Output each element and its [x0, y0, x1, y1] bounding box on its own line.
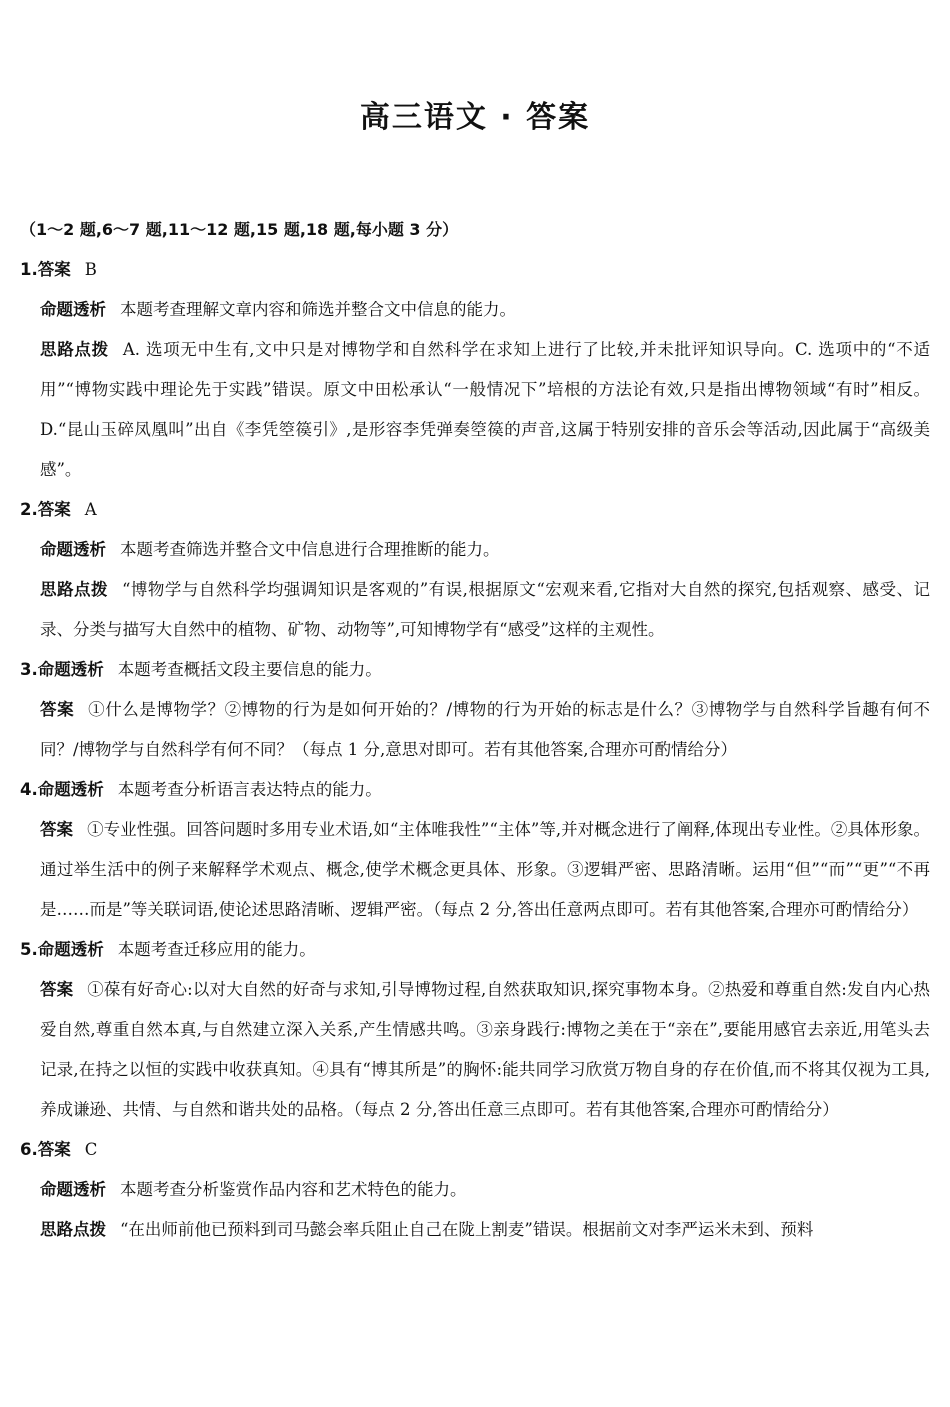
question-6-tips-text: “在出师前他已预料到司马懿会率兵阻止自己在陇上割麦”错误。根据前文对李严运米未到、预料	[120, 1220, 814, 1239]
question-3-answer-text: ①什么是博物学？②博物的行为是如何开始的？/博物的行为开始的标志是什么？③博物学与自然科学旨趣有何不同？/博物学与自然科学有何不同？（每点 1 分,意思对即可。若有其他答案,合理亦可酌情给分）	[40, 700, 931, 759]
question-4-analysis-text: 本题考查分析语言表达特点的能力。	[117, 780, 382, 799]
question-1-tips-text: A. 选项无中生有,文中只是对博物学和自然科学在求知上进行了比较,并未批评知识导向。C. 选项中的“不适用”“博物实践中理论先于实践”错误。原文中田松承认“一般情况下”培根的方法论有效,只是指出博物领域“有时”相反。D.“昆山玉碎凤凰叫”出自《李凭箜篌引》,是形容李凭弹奏箜篌的声音,这属于特别安排的音乐会等活动,因此属于“高级美感”。	[40, 340, 930, 479]
question-2-heading: 2.答案	[20, 500, 71, 519]
question-5-answer-label: 答案	[40, 980, 74, 999]
question-1-tips-label: 思路点拨	[40, 340, 109, 359]
page-title: 高三语文 · 答案	[359, 100, 591, 135]
question-4	[20, 770, 930, 930]
question-1-answer: B	[84, 260, 97, 279]
question-6-analysis-label: 命题透析	[40, 1180, 106, 1199]
question-3-analysis-text: 本题考查概括文段主要信息的能力。	[117, 660, 382, 679]
question-4-heading: 4.命题透析	[20, 780, 104, 799]
question-2-tips-text: “博物学与自然科学均强调知识是客观的”有误,根据原文“宏观来看,它指对大自然的探究,包括观察、感受、记录、分类与描写大自然中的植物、矿物、动物等”,可知博物学有“感受”这样的主观性。	[40, 580, 931, 639]
question-2-tips-label: 思路点拨	[40, 580, 108, 599]
question-2-answer: A	[84, 500, 97, 519]
question-5-heading: 5.命题透析	[20, 940, 104, 959]
question-6-analysis-text: 本题考查分析鉴赏作品内容和艺术特色的能力。	[120, 1180, 467, 1199]
answer-content	[20, 210, 930, 1250]
question-5-analysis-text: 本题考查迁移应用的能力。	[117, 940, 316, 959]
question-2	[20, 490, 930, 650]
question-2-analysis-text: 本题考查筛选并整合文中信息进行合理推断的能力。	[120, 540, 500, 559]
question-6	[20, 1130, 930, 1250]
question-6-heading: 6.答案	[20, 1140, 71, 1159]
question-1-analysis-label: 命题透析	[40, 300, 106, 319]
question-5-answer-text: ①葆有好奇心:以对大自然的好奇与求知,引导博物过程,自然获取知识,探究事物本身。②热爱和尊重自然:发自内心热爱自然,尊重自然本真,与自然建立深入关系,产生情感共鸣。③亲身践行:博物之美在于“亲在”,要能用感官去亲近,用笔头去记录,在持之以恒的实践中收获真知。④具有“博其所是”的胸怀:能共同学习欣赏万物自身的存在价值,而不将其仅视为工具,养成谦逊、共情、与自然和谐共处的品格。（每点 2 分,答出任意三点即可。若有其他答案,合理亦可酌情给分）	[40, 980, 930, 1119]
question-4-answer-label: 答案	[40, 820, 74, 839]
question-3-heading: 3.命题透析	[20, 660, 104, 679]
question-2-analysis-label: 命题透析	[40, 540, 106, 559]
question-1-heading: 1.答案	[20, 260, 71, 279]
question-6-answer: C	[84, 1140, 98, 1159]
question-3	[20, 650, 930, 770]
question-6-tips-label: 思路点拨	[40, 1220, 106, 1239]
question-5	[20, 930, 930, 1130]
question-4-answer-text: ①专业性强。回答问题时多用专业术语,如“主体唯我性”“主体”等,并对概念进行了阐释,体现出专业性。②具体形象。通过举生活中的例子来解释学术观点、概念,使学术概念更具体、形象。③逻辑严密、思路清晰。运用“但”“而”“更”“不再是……而是”等关联词语,使论述思路清晰、逻辑严密。（每点 2 分,答出任意两点即可。若有其他答案,合理亦可酌情给分）	[40, 820, 930, 919]
question-3-answer-label: 答案	[40, 700, 75, 719]
question-1	[20, 250, 930, 490]
question-1-analysis-text: 本题考查理解文章内容和筛选并整合文中信息的能力。	[120, 300, 516, 319]
scoring-note: （1～2 题,6～7 题,11～12 题,15 题,18 题,每小题 3 分）	[20, 220, 459, 239]
